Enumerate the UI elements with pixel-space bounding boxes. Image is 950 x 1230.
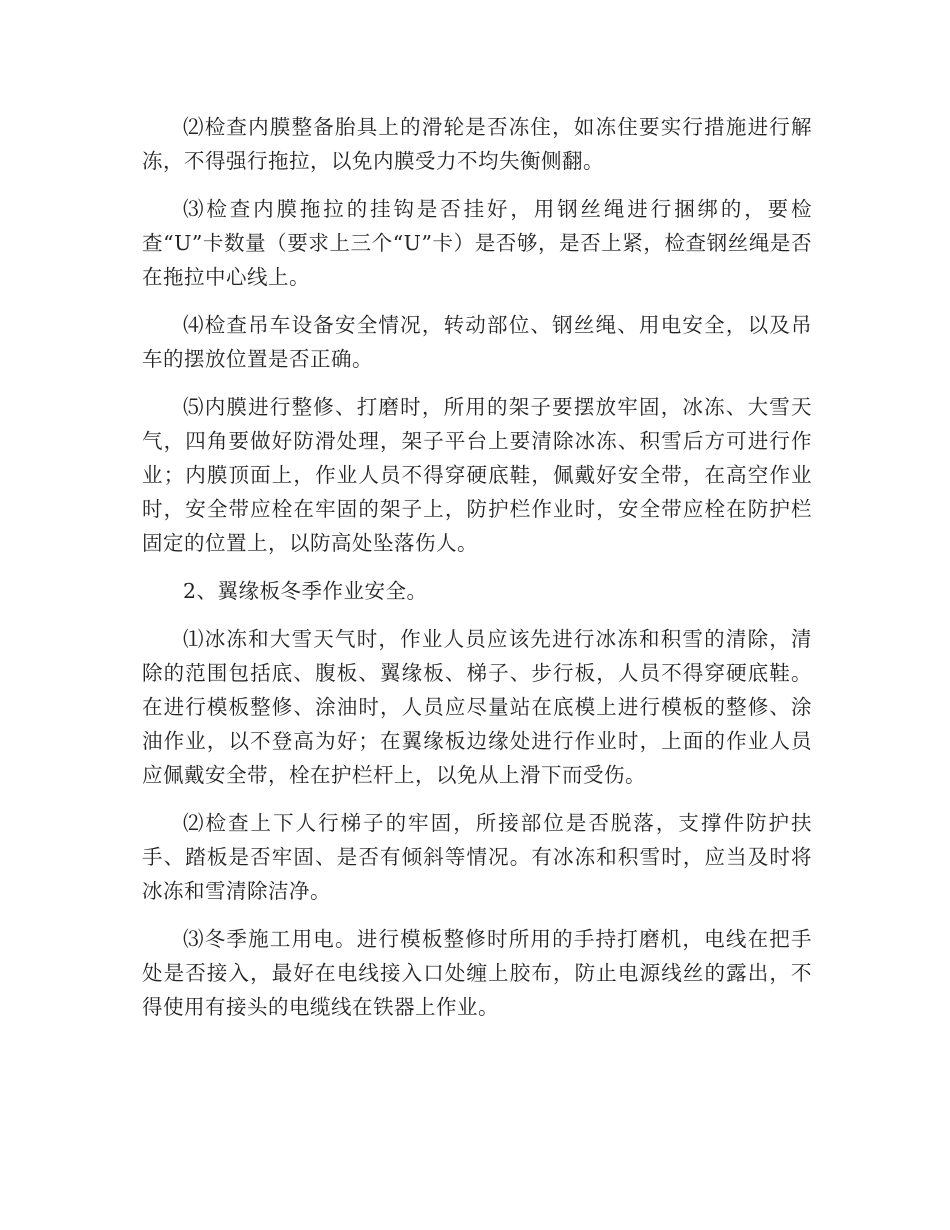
paragraph-scaffold-safety: ⑸内膜进行整修、打磨时，所用的架子要摆放牢固，冰冻、大雪天气，四角要做好防滑处理，架子平台上要清除冰冻、积雪后方可进行作业；内膜顶面上，作业人员不得穿硬底鞋，佩戴好安全带，在高空作业时，安全带应栓在牢固的架子上，防护栏作业时，安全带应栓在防护栏固定的位置上，以防高处坠落伤人。 (142, 395, 812, 555)
paragraph-winter-electricity: ⑶冬季施工用电。进行模板整修时所用的手持打磨机，电线在把手处是否接入，最好在电线接入口处缠上胶布，防止电源线丝的露出，不得使用有接头的电缆线在铁器上作业。 (142, 927, 812, 1019)
section-heading-flange-plate: 2、翼缘板冬季作业安全。 (183, 579, 428, 603)
document-page (142, 110, 812, 1038)
paragraph-ice-snow-clearing: ⑴冰冻和大雪天气时，作业人员应该先进行冰冻和积雪的清除，清除的范围包括底、腹板、翼缘板、梯子、步行板，人员不得穿硬底鞋。在进行模板整修、涂油时，人员应尽量站在底模上进行模板的整修、涂油作业，以不登高为好；在翼缘板边缘处进行作业时，上面的作业人员应佩戴安全带，栓在护栏杆上，以免从上滑下而受伤。 (142, 627, 812, 787)
paragraph-inner-mold-hook: ⑶检查内膜拖拉的挂钩是否挂好，用钢丝绳进行捆绑的，要检查“U”卡数量（要求上三个“U”卡）是否够，是否上紧，检查钢丝绳是否在拖拉中心线上。 (142, 197, 812, 289)
paragraph-inner-mold-pulley: ⑵检查内膜整备胎具上的滑轮是否冻住，如冻住要实行措施进行解冻，不得强行拖拉，以免内膜受力不均失衡侧翻。 (142, 115, 812, 173)
paragraph-crane-safety: ⑷检查吊车设备安全情况，转动部位、钢丝绳、用电安全，以及吊车的摆放位置是否正确。 (142, 313, 812, 371)
paragraph-ladder-check: ⑵检查上下人行梯子的牢固，所接部位是否脱落，支撑件防护扶手、踏板是否牢固、是否有倾斜等情况。有冰冻和积雪时，应当及时将冰冻和雪清除洁净。 (142, 811, 812, 903)
